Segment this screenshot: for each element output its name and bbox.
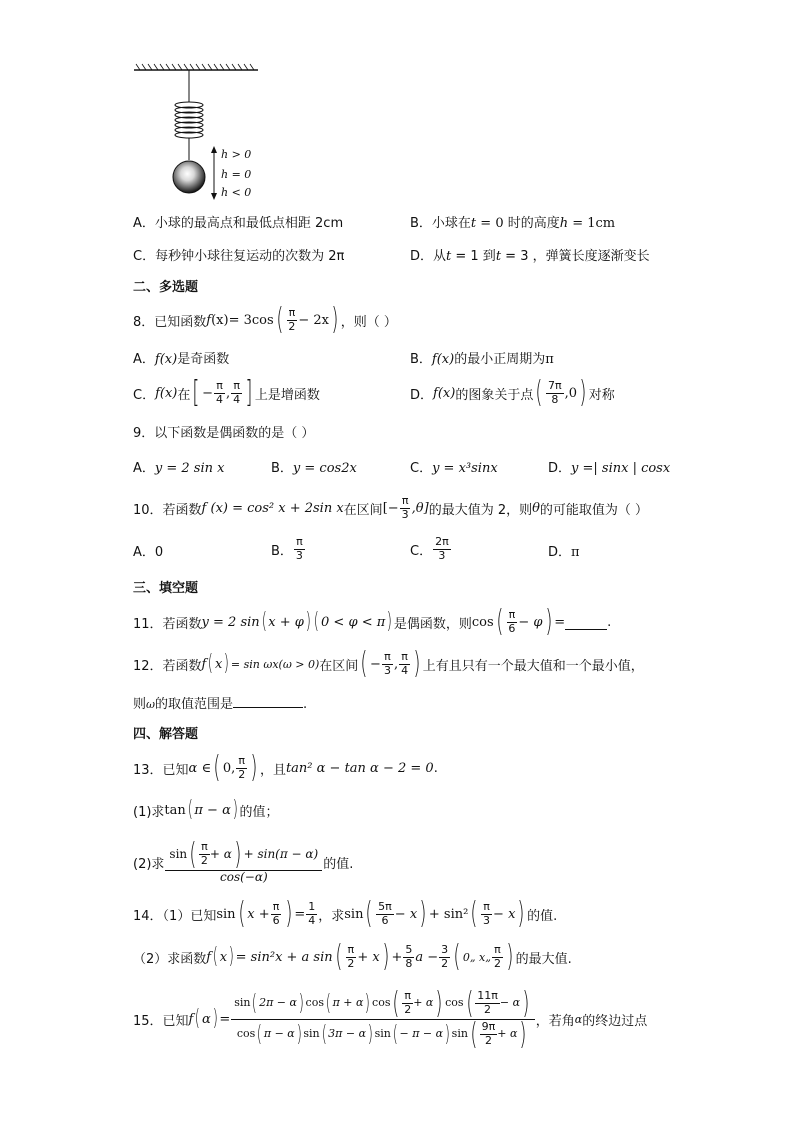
q8-b-fx: f(x) — [431, 352, 455, 367]
q13-alpha-in: α ∈ — [188, 760, 212, 776]
q10-option-c — [410, 530, 452, 568]
q11-paren-r2: ) — [386, 609, 393, 634]
q15-d-sin2: sin — [374, 1027, 391, 1041]
q7-b-t: t — [470, 216, 477, 231]
q14-p2-c-num: 5 — [405, 942, 413, 956]
q9-option-d — [548, 457, 670, 476]
q13-p1-pre: (1)求 — [133, 804, 165, 820]
q12-minus: − — [370, 656, 381, 672]
q14-frac2 — [376, 901, 394, 927]
q14-num1: π — [272, 899, 280, 913]
q8-x: (x) — [211, 312, 229, 328]
q14-p2-paren-r: ) — [228, 944, 234, 969]
q8-c-text: 上是增函数 — [254, 387, 320, 403]
q8-b-text: 的最小正周期为 — [454, 352, 546, 367]
q13-pre: 13．已知 — [133, 762, 189, 778]
q12-d1: 3 — [383, 663, 391, 677]
q8-d-mid: 的图象关于点 — [455, 387, 534, 403]
q13-part1 — [133, 799, 278, 821]
q14-sin: sin — [216, 906, 236, 922]
q15-n-cos3: cos — [445, 996, 464, 1010]
q15-n-a4: − α — [499, 996, 521, 1010]
q15-n-cos2: cos — [372, 996, 391, 1010]
q14-p2-num: π — [347, 942, 355, 956]
q7-b-text: B．小球在 — [410, 216, 471, 231]
q14-p2-tail: + x — [357, 949, 380, 965]
q11-mid: 是偶函数，则 — [393, 616, 472, 632]
q8-c-d1: 4 — [216, 392, 224, 406]
q10-b-den: 3 — [295, 548, 303, 562]
q8-c-d2: 4 — [233, 392, 241, 406]
q8-d-den: 8 — [551, 392, 559, 406]
q12-post: 上有且只有一个最大值和一个最小值， — [422, 658, 644, 674]
q15-d-pr4: ) — [519, 1016, 527, 1052]
q14-v-num: 1 — [308, 899, 316, 913]
section-solutions: 四、解答题 — [133, 727, 199, 742]
q14-paren-l1: ( — [237, 896, 245, 931]
label-h-negative: h < 0 — [221, 186, 252, 199]
q10-b-label: B． — [271, 543, 293, 559]
q13-frac — [236, 755, 247, 781]
q12-line2-pre: 则 — [133, 697, 147, 712]
q7-d-mid1: = 1 到 — [451, 249, 496, 264]
q14-s2: sin — [344, 906, 364, 922]
q7-d-mid2: = 3 ，弹簧长度逐渐变长 — [501, 249, 650, 264]
q15-post2: 的终边过点 — [582, 1013, 648, 1029]
q15-d-a4: + α — [497, 1027, 518, 1041]
q13-num: π — [238, 753, 246, 767]
q13-p2-inner-frac — [199, 841, 210, 867]
q15-n-pl2: ( — [325, 990, 331, 1016]
q8-c-mid: 在 — [177, 387, 191, 403]
q13-p2-numerator — [165, 836, 322, 872]
q10-function: f (x) = cos² x + 2sin x — [201, 500, 344, 516]
q13-p1-arg: π − α — [194, 802, 231, 818]
q13-mid: ，且 — [259, 762, 286, 778]
q14-p2-paren-l2: ( — [334, 939, 343, 974]
q8-paren-left: ( — [276, 302, 284, 337]
q15-d-sin1: sin — [303, 1027, 320, 1041]
q15-n-a2: π + α — [332, 996, 364, 1010]
q9-option-c — [410, 457, 498, 476]
q10-pre: 10．若函数 — [133, 502, 202, 518]
q8-eq: = 3cos — [228, 312, 274, 328]
q15-numerator — [231, 985, 535, 1021]
q14-eq: = — [294, 906, 306, 922]
q15-d-sin3: sin — [451, 1027, 468, 1041]
q8-fraction — [286, 307, 297, 333]
q15-f: f — [188, 1011, 194, 1027]
q14-plus: + sin² — [428, 906, 469, 922]
q10-frac — [400, 495, 411, 521]
q14-den1: 6 — [272, 913, 280, 927]
q14-s2-tail: − x — [394, 906, 418, 922]
q14-p2-post: 的最大值. — [515, 951, 572, 967]
q15-post: ，若角 — [535, 1013, 575, 1029]
q15-n-f2-d: 2 — [484, 1003, 492, 1016]
q14-value-frac — [306, 901, 317, 927]
q13-p2-paren-l: ( — [189, 836, 197, 872]
q15-n-pl1: ( — [252, 990, 258, 1016]
q14-p2-paren-r2: ) — [382, 939, 390, 974]
q15-n-a3: + α — [413, 996, 434, 1010]
q7-d-t1: t — [446, 249, 452, 264]
q11-paren-l2: ( — [314, 609, 320, 634]
q10-c-num: 2π — [435, 534, 449, 548]
q14-p2-paren-r3: ) — [506, 939, 514, 974]
q13-p2-post: 的值. — [323, 856, 354, 872]
q11-cos: cos — [471, 614, 494, 630]
q14-p2-range: 0„ x„ — [462, 950, 491, 964]
q13-part2 — [133, 836, 353, 888]
q11-paren-r3: ) — [544, 604, 552, 639]
q13-paren-l: ( — [213, 750, 221, 785]
q15-d-pr1: ) — [296, 1021, 302, 1047]
q15-n-frac1 — [402, 990, 413, 1016]
q10-post: 的最大值为 2，则 — [428, 502, 533, 518]
q15-n-a1: 2π − α — [259, 996, 297, 1010]
q11-arg: x + φ — [268, 614, 304, 630]
q9-d-formula: y =| sinx | cosx — [571, 461, 671, 476]
q8-c-label: C． — [133, 387, 156, 403]
q12-frac2 — [399, 651, 410, 677]
q14-p2-frac4 — [492, 944, 503, 970]
q8-stem — [133, 300, 397, 340]
q13-p2-paren-r: ) — [234, 836, 242, 872]
q12-n1: π — [384, 649, 391, 663]
q14-p2-f: f — [206, 949, 212, 965]
q15-d-frac — [480, 1021, 498, 1047]
q10-theta: ,θ] — [411, 500, 429, 516]
q15-d-pr3: ) — [444, 1021, 450, 1047]
q14-p2-paren-l: ( — [212, 944, 218, 969]
q15-d-f-d: 2 — [484, 1034, 492, 1047]
q13-p2-plus: + α — [209, 846, 232, 861]
q12-stem — [133, 644, 644, 684]
q8-c-frac1 — [214, 380, 225, 406]
q12-answer-blank[interactable] — [233, 693, 303, 708]
q14-p2-x: x — [219, 949, 228, 965]
q15-d-pl2: ( — [321, 1021, 327, 1047]
q15-d-a2: 3π − α — [328, 1027, 367, 1041]
q12-line2 — [133, 693, 307, 712]
section-fill-blank: 三、填空题 — [133, 581, 199, 596]
q13-p2-frac — [165, 836, 322, 885]
q8-f: f — [206, 312, 212, 328]
q8-c-n1: π — [216, 378, 223, 392]
q9-a-formula: y = 2 sin x — [154, 461, 225, 476]
q15-n-pl3: ( — [392, 985, 400, 1021]
q14-v-den: 4 — [308, 913, 316, 927]
q10-theta2: θ — [532, 500, 540, 516]
q9-c-formula: y = x³sinx — [432, 461, 498, 476]
q14-p2-pre: （2）求函数 — [133, 951, 207, 967]
q8-d-paren-right: ) — [579, 375, 587, 410]
q14-part2 — [133, 937, 572, 977]
q13-p2-inner-den: 2 — [200, 854, 208, 868]
q12-int-l: ( — [360, 646, 368, 681]
q11-num: π — [508, 607, 516, 621]
q14-p2-plus: + — [391, 949, 403, 965]
q8-d-fx: f(x) — [433, 385, 456, 401]
q13-paren-r: ) — [250, 750, 258, 785]
label-h-positive: h > 0 — [221, 148, 252, 161]
q15-stem — [133, 985, 647, 1053]
q10-den: 3 — [401, 507, 409, 521]
q15-d-pr2: ) — [367, 1021, 373, 1047]
q14-p2-d-den: 2 — [441, 956, 449, 970]
q15-denominator — [234, 1016, 532, 1052]
q10-num: π — [401, 493, 409, 507]
q14-p2-r-den: 2 — [493, 956, 501, 970]
q14-p1-pre: 14．（1）已知 — [133, 908, 217, 924]
q12-paren-l: ( — [208, 651, 214, 676]
q15-paren-l: ( — [195, 1006, 201, 1031]
q12-f: f — [201, 656, 207, 672]
q11-cond: 0 < φ < π — [321, 614, 386, 630]
q11-tail: − φ — [518, 614, 543, 630]
q14-s3-tail: − x — [493, 906, 516, 922]
q15-d-pl1: ( — [256, 1021, 263, 1047]
q8-d-paren-left: ( — [535, 375, 543, 410]
q14-paren-r1: ) — [284, 896, 292, 931]
q15-eq: = — [219, 1011, 231, 1027]
q13-stem — [133, 748, 438, 788]
q15-alpha2: α — [574, 1012, 583, 1026]
q15-d-pl4: ( — [470, 1016, 478, 1052]
q14-frac1 — [271, 901, 282, 927]
q15-n-cos1: cos — [305, 996, 324, 1010]
q12-eq: = sin ωx(ω > 0) — [230, 657, 320, 671]
q11-frac — [506, 609, 517, 635]
q10-stem — [133, 489, 648, 527]
q8-tail: − 2x — [298, 312, 330, 328]
q10-post2: 的可能取值为（ ） — [539, 502, 649, 518]
q15-n-pr3: ) — [435, 985, 443, 1021]
q8-paren-right: ) — [331, 302, 339, 337]
q12-frac1 — [382, 651, 393, 677]
q14-s3-num: π — [483, 899, 490, 913]
q15-pre: 15．已知 — [133, 1013, 189, 1029]
q15-d-f-n: 9π — [481, 1020, 496, 1034]
q8-a-label: A． — [133, 352, 155, 367]
q14-paren-r2: ) — [419, 896, 427, 931]
q8-then: ，则（ ） — [340, 314, 397, 330]
q15-paren-r: ) — [212, 1006, 218, 1031]
q8-b-label: B． — [410, 352, 432, 367]
q14-p2-c-den: 8 — [405, 956, 413, 970]
q9-option-a — [133, 457, 224, 476]
q8-c-n2: π — [233, 378, 240, 392]
q14-p2-frac1 — [345, 944, 356, 970]
q14-s2-num: 5π — [378, 899, 392, 913]
q10-option-d — [548, 541, 580, 560]
q14-paren-l3: ( — [470, 896, 478, 931]
q10-option-a: A．0 — [133, 545, 164, 560]
q15-n-pl4: ( — [465, 985, 473, 1021]
q11-eq: = — [554, 614, 566, 630]
q8-c-comma: , — [226, 385, 231, 401]
q15-alpha: α — [201, 1011, 211, 1027]
q14-p2-den: 2 — [347, 956, 355, 970]
q14-arg-x: x + — [247, 906, 270, 922]
q14-post: 的值. — [527, 908, 558, 924]
q15-d-pl3: ( — [392, 1021, 398, 1047]
q11-paren-l1: ( — [261, 609, 267, 634]
q9-d-label: D． — [548, 461, 572, 476]
q10-b-frac — [294, 536, 305, 562]
q7-option-a: A．小球的最高点和最低点相距 2cm — [133, 216, 344, 231]
q8-c-bracket-right: ] — [245, 375, 253, 410]
q13-p2-rest: + sin(π − α) — [243, 846, 319, 861]
q7-d-t2: t — [495, 249, 502, 264]
q10-b-num: π — [296, 534, 303, 548]
q15-d-cos: cos — [236, 1027, 256, 1041]
section-multi-choice: 二、多选题 — [133, 280, 199, 295]
q8-d-num: 7π — [548, 378, 562, 392]
q14-p2-d-num: 3 — [441, 942, 449, 956]
q8-option-d — [410, 373, 615, 413]
q15-n-frac2 — [475, 990, 500, 1016]
q9-b-formula: y = cos2x — [292, 461, 357, 476]
q12-line2-post: 的取值范围是 — [155, 697, 234, 712]
q11-pre: 11．若函数 — [133, 616, 202, 632]
label-h-zero: h = 0 — [221, 168, 252, 181]
q14-frac3 — [481, 901, 492, 927]
q12-n2: π — [401, 649, 408, 663]
q7-b-val: = 1cm — [568, 216, 616, 231]
q13-p2-sin: sin — [169, 846, 188, 861]
q8-frac-num: π — [288, 305, 296, 319]
q12-mid: 在区间 — [319, 658, 359, 674]
q13-end: . — [433, 760, 438, 776]
q11-end: . — [607, 614, 612, 630]
q13-zero: 0, — [222, 760, 236, 776]
q13-equation: tan² α − tan α − 2 = 0 — [285, 760, 434, 776]
q15-d-a3: − π − α — [399, 1027, 444, 1041]
q15-d-a1: π − α — [263, 1027, 295, 1041]
q13-p1-post: 的值； — [239, 804, 279, 820]
q10-option-b — [271, 530, 306, 568]
q14-p2-r-num: π — [494, 942, 501, 956]
q10-c-den: 3 — [438, 548, 446, 562]
q13-p2-pre: (2)求 — [133, 856, 165, 872]
q11-function: y = 2 sin — [201, 614, 260, 630]
q13-p1-tan: tan — [164, 802, 186, 818]
q12-int-r: ) — [413, 646, 421, 681]
q10-c-label: C． — [410, 543, 433, 559]
q15-big-frac — [231, 985, 535, 1052]
q11-paren-r1: ) — [305, 609, 311, 634]
q7-d-text: D．从 — [410, 249, 447, 264]
q8-d-frac — [546, 380, 564, 406]
q8-option-a — [133, 348, 229, 367]
q15-n-pr1: ) — [298, 990, 304, 1016]
q9-b-label: B． — [271, 461, 293, 476]
q9-c-label: C． — [410, 461, 433, 476]
q7-b-h: h — [559, 216, 569, 231]
q8-stem-text: 8．已知函数 — [133, 314, 207, 330]
q8-c-frac2 — [231, 380, 242, 406]
q8-a-text: 是奇函数 — [177, 352, 230, 367]
q14-p2-a: a − — [415, 949, 439, 965]
q12-x: x — [214, 656, 223, 672]
q12-comma: , — [393, 656, 399, 672]
q13-den: 2 — [238, 767, 246, 781]
q15-n-f1-n: π — [404, 989, 412, 1003]
q9-stem: 9．以下函数是偶函数的是（ ） — [133, 426, 315, 441]
q14-p2-eq: = sin²x + a sin — [235, 949, 333, 965]
q12-d2: 4 — [401, 663, 409, 677]
q13-p1-paren-r: ) — [232, 797, 238, 822]
q12-omega: ω — [146, 698, 155, 711]
q15-n-sin: sin — [234, 996, 251, 1010]
q10-bracket: [− — [382, 500, 399, 516]
q14-part1 — [133, 894, 557, 934]
q9-a-label: A． — [133, 461, 155, 476]
q10-mid: 在区间 — [343, 502, 383, 518]
q15-n-f2-n: 11π — [477, 989, 498, 1003]
q14-p2-frac2 — [403, 944, 414, 970]
q10-d-val: π — [571, 545, 580, 560]
q14-p2-paren-l3: ( — [453, 939, 461, 974]
q8-option-b — [410, 348, 554, 367]
q15-n-pr4: ) — [522, 985, 530, 1021]
q7-b-eq: = 0 时的高度 — [476, 216, 560, 231]
q14-paren-l2: ( — [365, 896, 373, 931]
q11-stem — [133, 602, 611, 642]
q11-answer-blank[interactable] — [565, 615, 607, 630]
q8-option-c — [133, 373, 320, 413]
q13-p1-paren-l: ( — [187, 797, 193, 822]
q8-d-zero: ,0 — [564, 385, 578, 401]
q8-b-val: π — [545, 352, 554, 367]
q10-c-frac — [433, 536, 451, 562]
q8-d-text: 对称 — [588, 387, 615, 403]
q11-den: 6 — [508, 621, 516, 635]
q8-a-fx: f(x) — [154, 352, 178, 367]
q7-option-d — [410, 245, 650, 264]
q8-c-fx: f(x) — [155, 385, 178, 401]
q15-n-f1-d: 2 — [404, 1003, 412, 1016]
q15-n-pr2: ) — [365, 990, 371, 1016]
q14-s3-den: 3 — [483, 913, 491, 927]
q8-d-label: D． — [410, 387, 434, 403]
q14-p2-frac3 — [439, 944, 450, 970]
q11-paren-l3: ( — [496, 604, 504, 639]
q12-paren-r: ) — [224, 651, 230, 676]
q7-option-c: C．每秒钟小球往复运动的次数为 2π — [133, 249, 345, 264]
q14-paren-r3: ) — [517, 896, 525, 931]
q7-option-b — [410, 212, 615, 231]
q14-mid: ，求 — [318, 908, 345, 924]
q8-c-minus: − — [202, 385, 214, 401]
q14-s2-den: 6 — [381, 913, 389, 927]
q13-p2-denominator: cos(−α) — [220, 869, 268, 884]
q12-pre: 12．若函数 — [133, 658, 202, 674]
q8-frac-den: 2 — [288, 319, 296, 333]
q13-p2-inner-num: π — [201, 840, 208, 854]
q10-d-label: D． — [548, 545, 572, 560]
q12-end: . — [303, 697, 308, 712]
q9-option-b — [271, 457, 357, 476]
q8-c-bracket-left: [ — [192, 375, 200, 410]
